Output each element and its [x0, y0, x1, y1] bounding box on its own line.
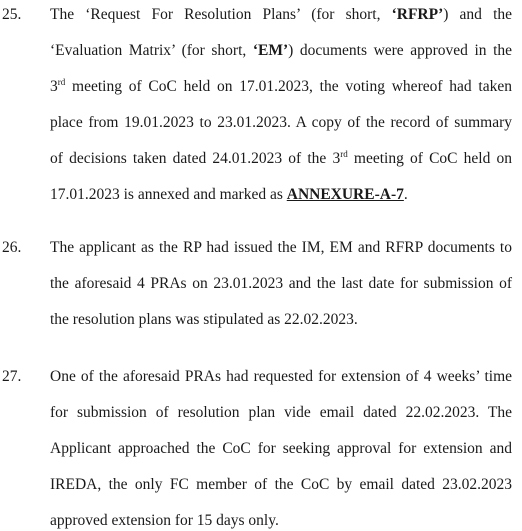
paragraph-number: 26.	[2, 239, 22, 256]
paragraph-line: the aforesaid 4 PRAs on 23.01.2023 and the last date for submission of	[50, 275, 512, 292]
em-abbrev: ‘EM’	[252, 42, 289, 59]
paragraph-line: 17.01.2023 is annexed and marked as ANNEXURE-A-7.	[50, 186, 408, 203]
paragraph-line: approved extension for 15 days only.	[50, 512, 279, 529]
paragraph-number: 25.	[2, 6, 22, 23]
paragraph-line: Applicant approached the CoC for seeking approval for extension and	[50, 440, 512, 457]
paragraph-line: The applicant as the RP had issued the IM, EM and RFRP documents to	[50, 239, 512, 256]
paragraph-line: The ‘Request For Resolution Plans’ (for short, ‘RFRP’) and the	[50, 6, 513, 23]
paragraph-line: for submission of resolution plan vide email dated 22.02.2023. The	[50, 404, 512, 421]
paragraph-line: One of the aforesaid PRAs had requested for extension of 4 weeks’ time	[50, 368, 512, 385]
annexure-reference: ANNEXURE-A-7	[286, 186, 404, 203]
rfrp-abbrev: ‘RFRP’	[391, 6, 444, 23]
paragraph-line: IREDA, the only FC member of the CoC by email dated 23.02.2023	[50, 476, 512, 493]
paragraph-line: ‘Evaluation Matrix’ (for short, ‘EM’) documents were approved in the	[50, 42, 513, 59]
paragraph-line: of decisions taken dated 24.01.2023 of the 3rd meeting of CoC held on	[50, 149, 513, 167]
paragraph-number: 27.	[2, 368, 22, 385]
paragraph-line: 3rd meeting of CoC held on 17.01.2023, the voting whereof had taken	[50, 77, 512, 95]
paragraph-line: place from 19.01.2023 to 23.01.2023. A copy of the record of summary	[50, 114, 512, 131]
paragraph-line: the resolution plans was stipulated as 22.02.2023.	[50, 311, 358, 328]
